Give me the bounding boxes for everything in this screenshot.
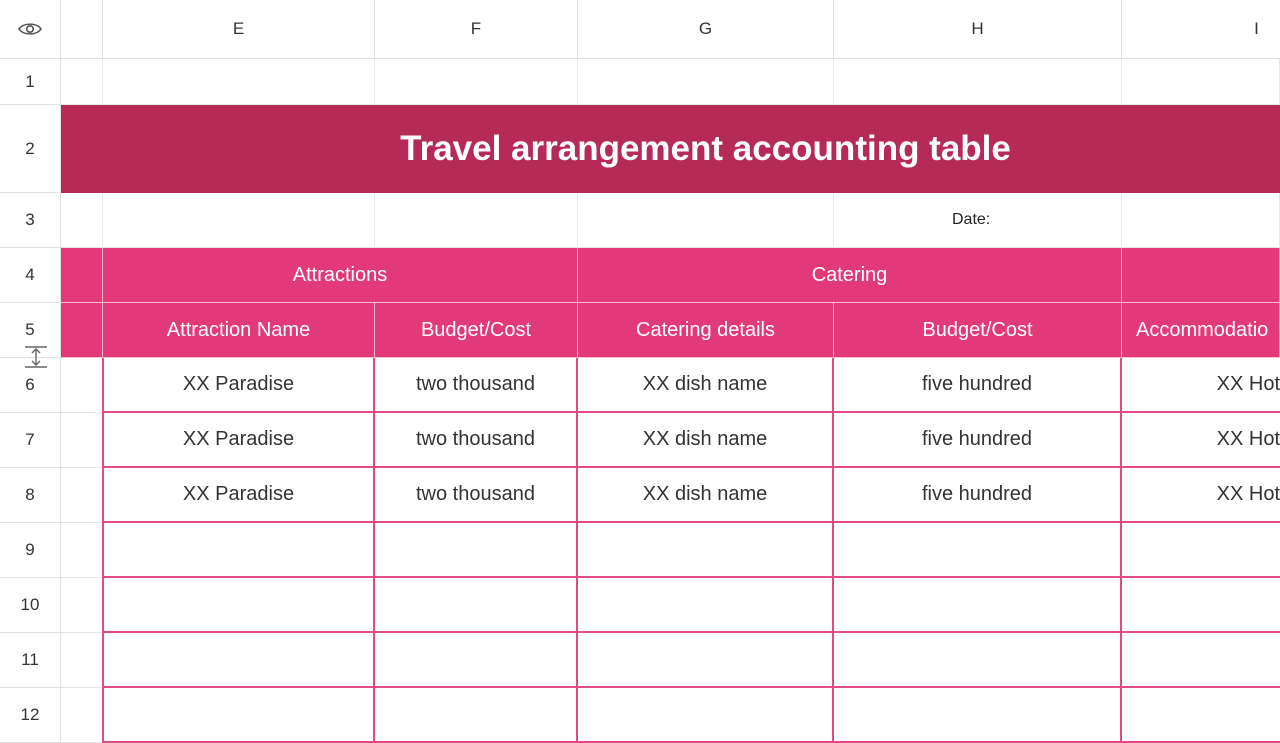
cell[interactable] <box>61 523 103 578</box>
attraction-name-cell[interactable]: XX Paradise <box>102 358 375 413</box>
cell[interactable] <box>1122 59 1280 105</box>
cell[interactable] <box>61 578 103 633</box>
cell[interactable] <box>102 578 375 633</box>
cell[interactable] <box>102 633 375 688</box>
subheader-catering-details[interactable]: Catering details <box>578 303 834 358</box>
header-cell-blank[interactable] <box>61 303 103 358</box>
group-header-accommodation[interactable] <box>1122 248 1280 303</box>
group-header-catering[interactable]: Catering <box>578 248 1122 303</box>
row-header[interactable]: 12 <box>0 688 61 743</box>
row-header[interactable]: 2 <box>0 105 61 193</box>
row-resize-icon[interactable] <box>24 345 48 369</box>
subheader-attraction-name[interactable]: Attraction Name <box>103 303 375 358</box>
attraction-name-cell[interactable]: XX Paradise <box>102 468 375 523</box>
accommodation-cell[interactable]: XX Hot <box>1122 358 1280 413</box>
cell[interactable] <box>61 193 103 248</box>
cell[interactable] <box>834 523 1122 578</box>
catering-cost-cell[interactable]: five hundred <box>834 358 1122 413</box>
cell[interactable] <box>834 633 1122 688</box>
cell[interactable] <box>578 633 834 688</box>
header-cell-blank[interactable] <box>61 248 103 303</box>
catering-details-cell[interactable]: XX dish name <box>578 358 834 413</box>
eye-icon[interactable] <box>18 21 42 37</box>
cell[interactable] <box>61 633 103 688</box>
catering-cost-cell[interactable]: five hundred <box>834 468 1122 523</box>
cell[interactable] <box>1122 193 1280 248</box>
cell[interactable] <box>375 633 578 688</box>
cell[interactable] <box>375 59 578 105</box>
cell[interactable] <box>61 468 103 523</box>
column-header-h[interactable]: H <box>834 0 1122 59</box>
budget-cost-cell[interactable]: two thousand <box>375 358 578 413</box>
accommodation-cell[interactable]: XX Hot <box>1122 468 1280 523</box>
row-header[interactable]: 10 <box>0 578 61 633</box>
cell[interactable] <box>375 578 578 633</box>
accommodation-cell[interactable]: XX Hot <box>1122 413 1280 468</box>
cell[interactable] <box>61 358 103 413</box>
group-header-attractions[interactable]: Attractions <box>103 248 578 303</box>
cell[interactable] <box>1122 523 1280 578</box>
cell[interactable] <box>102 688 375 743</box>
budget-cost-cell[interactable]: two thousand <box>375 413 578 468</box>
column-header-g[interactable]: G <box>578 0 834 59</box>
column-header-blank[interactable] <box>61 0 103 59</box>
catering-details-cell[interactable]: XX dish name <box>578 468 834 523</box>
subheader-accommodation[interactable]: Accommodatio <box>1122 303 1280 358</box>
date-cell[interactable] <box>834 193 1122 248</box>
column-header-i[interactable]: I <box>1122 0 1280 59</box>
row-header[interactable]: 7 <box>0 413 61 468</box>
cell[interactable] <box>578 688 834 743</box>
cell[interactable] <box>1122 578 1280 633</box>
cell[interactable] <box>103 193 375 248</box>
row-header[interactable]: 11 <box>0 633 61 688</box>
subheader-budget-cost[interactable]: Budget/Cost <box>834 303 1122 358</box>
cell[interactable] <box>834 578 1122 633</box>
catering-cost-cell[interactable]: five hundred <box>834 413 1122 468</box>
budget-cost-cell[interactable]: two thousand <box>375 468 578 523</box>
cell[interactable] <box>1122 633 1280 688</box>
cell[interactable] <box>834 688 1122 743</box>
cell[interactable] <box>375 193 578 248</box>
catering-details-cell[interactable]: XX dish name <box>578 413 834 468</box>
row-header[interactable]: 5 <box>0 303 61 358</box>
cell[interactable] <box>102 523 375 578</box>
cell[interactable] <box>834 59 1122 105</box>
row-header[interactable]: 6 <box>0 358 61 413</box>
row-header[interactable]: 4 <box>0 248 61 303</box>
row-header[interactable]: 9 <box>0 523 61 578</box>
sheet-title-text: Travel arrangement accounting table <box>400 129 1011 168</box>
cell[interactable] <box>375 688 578 743</box>
attraction-name-cell[interactable]: XX Paradise <box>102 413 375 468</box>
select-all-corner[interactable] <box>0 0 61 59</box>
cell[interactable] <box>61 59 103 105</box>
subheader-budget-cost[interactable]: Budget/Cost <box>375 303 578 358</box>
cell[interactable] <box>578 59 834 105</box>
cell[interactable] <box>1122 688 1280 743</box>
cell[interactable] <box>578 193 834 248</box>
column-header-e[interactable]: E <box>103 0 375 59</box>
cell[interactable] <box>578 523 834 578</box>
sheet-title[interactable] <box>61 105 1280 193</box>
cell[interactable] <box>61 688 103 743</box>
row-header[interactable]: 3 <box>0 193 61 248</box>
cell[interactable] <box>103 59 375 105</box>
column-header-f[interactable]: F <box>375 0 578 59</box>
cell[interactable] <box>375 523 578 578</box>
cell[interactable] <box>61 413 103 468</box>
date-label: Date: <box>952 211 991 228</box>
row-header[interactable]: 1 <box>0 59 61 105</box>
cell[interactable] <box>578 578 834 633</box>
row-header[interactable]: 8 <box>0 468 61 523</box>
